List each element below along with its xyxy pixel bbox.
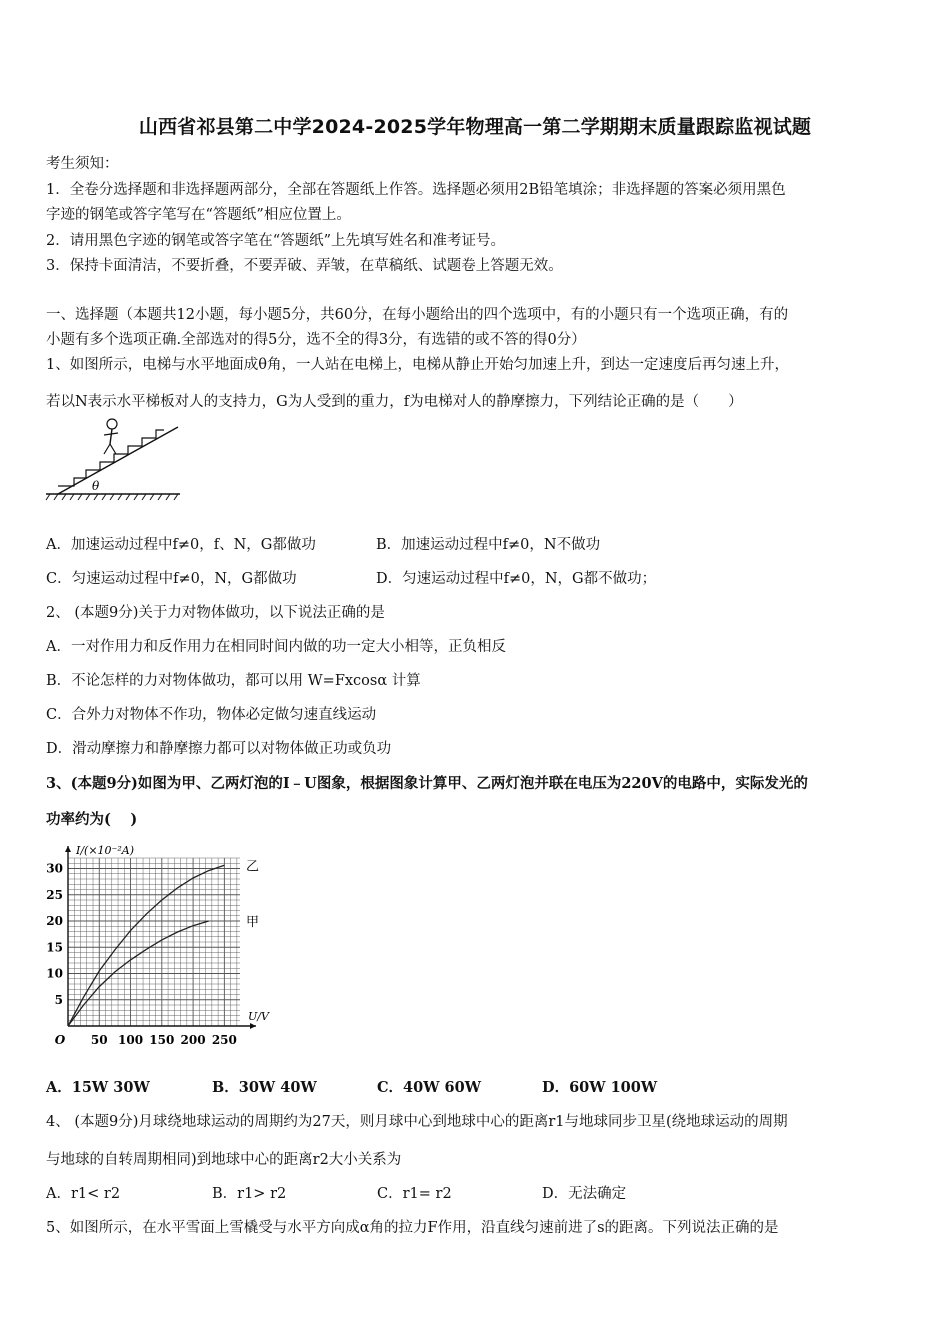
q2-option-c[interactable]: C．合外力对物体不作功，物体必定做匀速直线运动 [46,707,377,723]
q1-stem: 1、如图所示，电梯与水平地面成θ角，一人站在电梯上，电梯从静止开始匀加速上升，到达一定速度后再匀速上升， [46,357,789,373]
x-tick-label: 200 [180,1033,206,1047]
y-axis-label: I/(×10⁻²A) [76,844,135,857]
x-tick-label: 100 [118,1033,144,1047]
notice-item: 1．全卷分选择题和非选择题两部分，全部在答题纸上作答。选择题必须用2B铅笔填涂；非选择题的答案必须用黑色 [46,182,786,198]
q3-stem-cont: 功率约为( ) [46,811,138,828]
y-axis-arrow [65,846,71,852]
series-label: 甲 [246,915,260,930]
y-tick-label: 30 [46,861,63,876]
notice-heading: 考生须知： [46,156,119,172]
q2-stem: 2、 (本题9分)关于力对物体做功，以下说法正确的是 [46,605,385,621]
q3-stem: 3、(本题9分)如图为甲、乙两灯泡的I﹣U图象，根据图象计算甲、乙两灯泡并联在电压为220V的电路中，实际发光的 [46,775,808,792]
q3-option-c[interactable]: C．40W 60W [377,1079,482,1096]
notice-item: 2．请用黑色字迹的钢笔或答字笔在“答题纸”上先填写姓名和准考证号。 [46,233,506,249]
q1-option-d[interactable]: D．匀速运动过程中f≠0，N，G都不做功； [376,571,657,587]
section-heading: 一、选择题（本题共12小题，每小题5分，共60分，在每小题给出的四个选项中，有的小题只有一个选项正确，有的 [46,307,789,323]
q1-option-c[interactable]: C．匀速运动过程中f≠0，N，G都做功 [46,571,297,587]
x-tick-label: 50 [90,1033,108,1047]
y-tick-label: 10 [46,966,63,981]
q4-option-c[interactable]: C．r1= r2 [377,1186,452,1202]
q3-option-a[interactable]: A．15W 30W [46,1079,150,1096]
q2-option-b[interactable]: B．不论怎样的力对物体做功，都可以用 W=Fxcosα 计算 [46,673,421,689]
origin-label: O [54,1033,66,1047]
y-tick-label: 20 [46,914,63,928]
y-tick-label: 25 [46,887,63,902]
notice-item: 字迹的钢笔或答字笔写在“答题纸”相应位置上。 [46,207,351,223]
y-tick-label: 15 [46,940,63,955]
q4-option-d[interactable]: D．无法确定 [542,1186,627,1202]
q4-stem: 4、 (本题9分)月球绕地球运动的周期约为27天，则月球中心到地球中心的距离r1与地球同步卫星(绕地球运动的周期 [46,1114,788,1130]
notice-item: 3．保持卡面清洁，不要折叠，不要弄破、弄皱，在草稿纸、试题卷上答题无效。 [46,258,563,274]
x-axis-label: U/V [248,1010,269,1023]
y-tick-label: 5 [54,992,63,1007]
x-tick-label: 250 [211,1033,237,1047]
q2-option-d[interactable]: D．滑动摩擦力和静摩擦力都可以对物体做正功或负功 [46,741,392,757]
x-tick-label: 150 [149,1033,175,1047]
x-axis-arrow [250,1023,256,1029]
q2-option-a[interactable]: A．一对作用力和反作用力在相同时间内做的功一定大小相等，正负相反 [46,639,506,655]
escalator-figure [44,418,184,502]
q1-option-a[interactable]: A．加速运动过程中f≠0，f、N，G都做功 [46,537,316,553]
q3-option-b[interactable]: B．30W 40W [212,1079,317,1096]
q4-option-a[interactable]: A．r1< r2 [46,1186,121,1202]
q1-stem-cont: 若以N表示水平梯板对人的支持力，G为人受到的重力，f为电梯对人的静摩擦力，下列结论正确的是（ ） [46,394,743,410]
q5-stem: 5、如图所示，在水平雪面上雪橇受与水平方向成α角的拉力F作用，沿直线匀速前进了s的距离。下列说法正确的是 [46,1220,779,1236]
page-title: 山西省祁县第二中学2024-2025学年物理高一第二学期期末质量跟踪监视试题 [138,116,812,138]
theta-label: θ [92,479,100,493]
q4-stem-cont: 与地球的自转周期相同)到地球中心的距离r2大小关系为 [46,1152,402,1168]
section-heading-cont: 小题有多个选项正确.全部选对的得5分，选不全的得3分，有选错的或不答的得0分） [46,332,586,348]
series-label: 乙 [246,859,260,875]
q3-option-d[interactable]: D．60W 100W [542,1079,658,1096]
iu-chart [40,838,290,1058]
q4-option-b[interactable]: B．r1> r2 [212,1186,287,1202]
q1-option-b[interactable]: B．加速运动过程中f≠0，N不做功 [376,537,601,553]
